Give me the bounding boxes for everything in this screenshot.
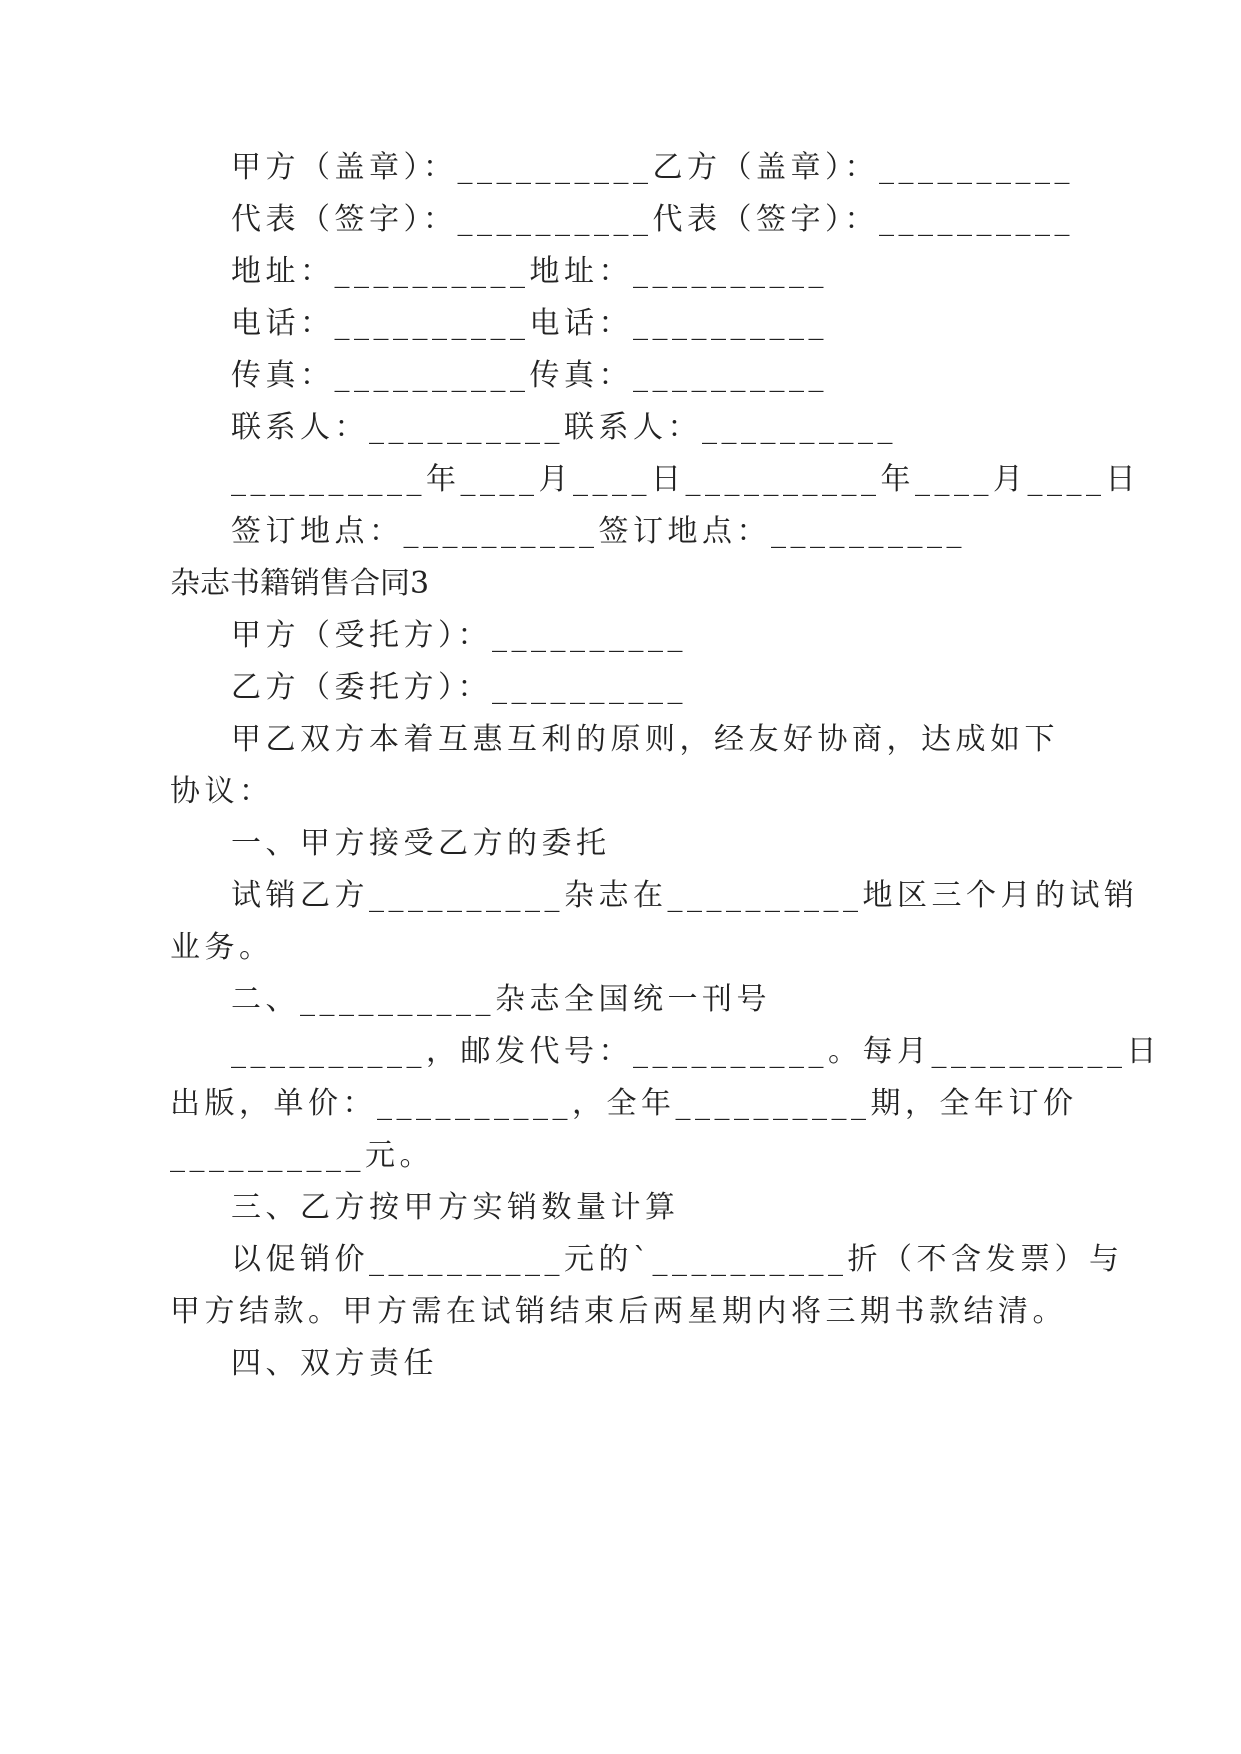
sig-line-fax: 传真：__________传真：__________ <box>231 358 828 393</box>
sig-line-seal: 甲方（盖章）：__________乙方（盖章）：__________ <box>231 150 1074 185</box>
sig-line-phone: 电话：__________电话：__________ <box>231 306 828 341</box>
clause-2-body-3: __________元。 <box>170 1138 434 1173</box>
contract-title: 杂志书籍销售合同3 <box>170 566 430 601</box>
intro-line-1: 甲乙双方本着互惠互利的原则，经友好协商，达成如下 <box>231 722 1059 757</box>
clause-2-body-2: 出版，单价：__________，全年__________期，全年订价 <box>170 1086 1078 1121</box>
clause-1-heading: 一、甲方接受乙方的委托 <box>231 826 611 861</box>
clause-1-body-2: 业务。 <box>170 930 274 965</box>
sig-line-location: 签订地点：__________签订地点：__________ <box>231 514 966 549</box>
sig-line-representative: 代表（签字）：__________代表（签字）：__________ <box>231 202 1074 237</box>
party-a-line: 甲方（受托方）：__________ <box>231 618 687 653</box>
intro-line-2: 协议： <box>170 774 274 809</box>
sig-line-contact: 联系人：__________联系人：__________ <box>231 410 897 445</box>
clause-1-body-1: 试销乙方__________杂志在__________地区三个月的试销 <box>231 878 1139 913</box>
sig-line-date: __________年____月____日__________年____月____日 <box>231 462 1140 497</box>
clause-3-body-1: 以促销价__________元的`__________折（不含发票）与 <box>231 1242 1124 1277</box>
clause-3-heading: 三、乙方按甲方实销数量计算 <box>231 1190 680 1225</box>
clause-3-body-2: 甲方结款。甲方需在试销结束后两星期内将三期书款结清。 <box>170 1294 1067 1329</box>
clause-2-heading: 二、__________杂志全国统一刊号 <box>231 982 771 1017</box>
party-b-line: 乙方（委托方）：__________ <box>231 670 687 705</box>
clause-4-heading: 四、双方责任 <box>231 1346 438 1381</box>
clause-2-body-1: __________，邮发代号：__________。每月__________日 <box>231 1034 1161 1069</box>
sig-line-address: 地址：__________地址：__________ <box>231 254 828 289</box>
